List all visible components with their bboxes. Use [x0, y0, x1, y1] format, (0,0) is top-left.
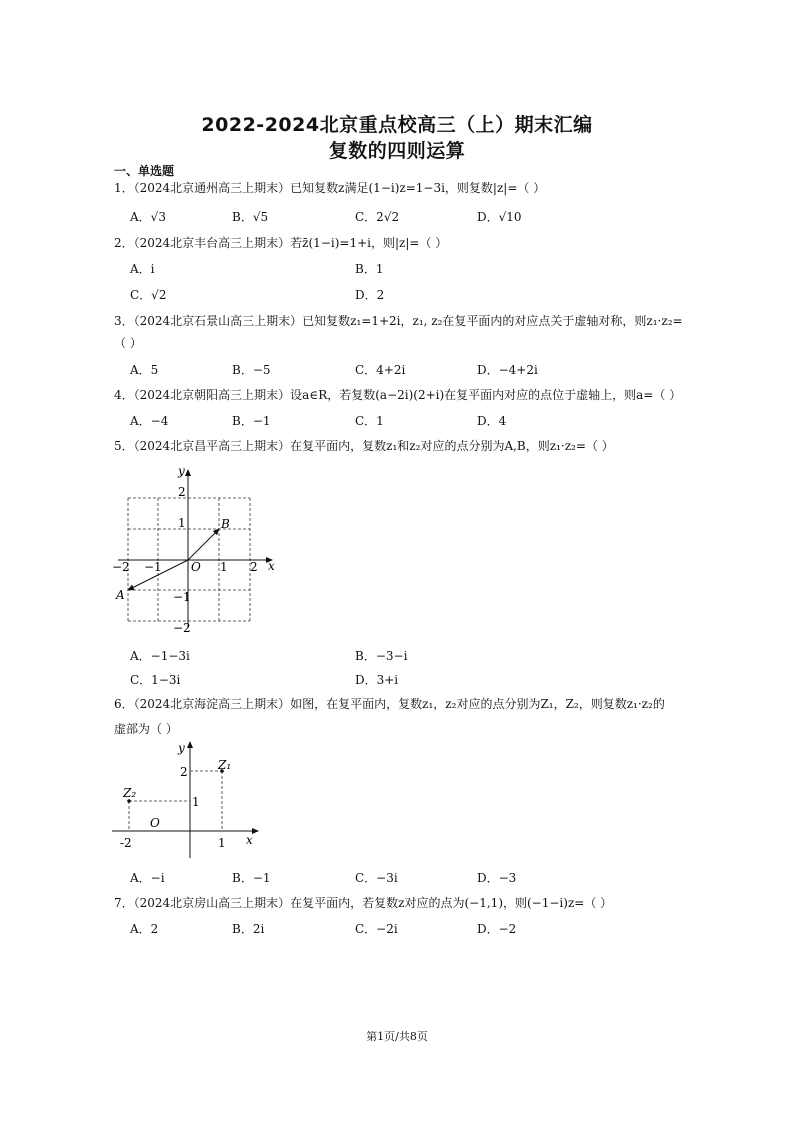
y-axis-label: y: [178, 741, 185, 755]
tick-y-neg2: −2: [173, 621, 191, 632]
question-2-option-c: C．√2: [130, 288, 167, 302]
question-3-stem-continued: （ ）: [114, 336, 142, 350]
tick-y-2: 2: [180, 765, 188, 779]
question-6-option-d: D．−3: [477, 871, 517, 885]
point-z1-label: Z₁: [218, 758, 232, 772]
origin-label: O: [150, 816, 160, 830]
question-2-option-a: A．i: [130, 262, 155, 276]
question-7-option-d: D．−2: [477, 922, 517, 936]
x-axis-label: x: [268, 559, 275, 573]
guide-lines: [129, 771, 222, 831]
y-axis-label: y: [178, 464, 185, 478]
question-1-option-b: B．√5: [232, 210, 269, 224]
origin-label: O: [191, 560, 201, 574]
tick-y-neg1: −1: [173, 590, 191, 604]
tick-y-1: 1: [178, 516, 186, 530]
question-1-stem: 1．（2024北京通州高三上期末）已知复数z满足(1−i)z=1−3i，则复数|z|=（ ）: [114, 181, 546, 195]
question-7-option-b: B．2i: [232, 922, 265, 936]
point-b-label: B: [221, 517, 230, 531]
point-z2-label: Z₂: [123, 786, 137, 800]
question-5-stem: 5．（2024北京昌平高三上期末）在复平面内，复数z₁和z₂对应的点分别为A,B，则z₁·z₂=（ ）: [114, 439, 614, 453]
question-3-option-c: C．4+2i: [355, 363, 406, 377]
question-1-option-a: A．√3: [130, 210, 166, 224]
question-6-stem-continued: 虚部为（ ）: [114, 722, 178, 736]
figure-complex-plane-z1z2: [112, 740, 262, 860]
document-subtitle: 复数的四则运算: [328, 140, 466, 162]
question-2-stem: 2．（2024北京丰台高三上期末）若z̄(1−i)=1+i，则|z|=（ ）: [114, 236, 448, 250]
question-4-option-a: A．−4: [130, 414, 169, 428]
tick-y-2: 2: [178, 485, 186, 499]
question-3-option-a: A．5: [130, 363, 159, 377]
question-4-option-b: B．−1: [232, 414, 271, 428]
question-6-stem: 6．（2024北京海淀高三上期末）如图，在复平面内，复数z₁，z₂对应的点分别为Z₁，Z₂，则复数z₁·z₂的: [114, 697, 665, 711]
question-7-option-c: C．−2i: [355, 922, 398, 936]
question-3-stem: 3．（2024北京石景山高三上期末）已知复数z₁=1+2i，z₁, z₂在复平面内的对应点关于虚轴对称，则z₁·z₂=: [114, 314, 683, 328]
question-1-option-c: C．2√2: [355, 210, 400, 224]
tick-x-neg2: −2: [112, 560, 130, 574]
question-6-option-b: B．−1: [232, 871, 271, 885]
question-4-stem: 4．（2024北京朝阳高三上期末）设a∈R，若复数(a−2i)(2+i)在复平面内对应的点位于虚轴上，则a=（ ）: [114, 388, 682, 402]
tick-x-neg2: -2: [120, 836, 132, 850]
question-5-option-d: D．3+i: [355, 673, 399, 687]
question-5-option-a: A．−1−3i: [130, 649, 190, 663]
vector-ob: [188, 529, 219, 560]
tick-x-2: 2: [250, 560, 258, 574]
page-footer: 第1页/共8页: [366, 1030, 428, 1043]
question-2-option-d: D．2: [355, 288, 385, 302]
question-3-option-d: D．−4+2i: [477, 363, 538, 377]
question-5-option-c: C．1−3i: [130, 673, 181, 687]
question-4-option-c: C．1: [355, 414, 384, 428]
point-a-label: A: [116, 588, 125, 602]
tick-x-1: 1: [218, 836, 226, 850]
tick-y-1: 1: [192, 795, 200, 809]
question-7-option-a: A．2: [130, 922, 159, 936]
tick-x-neg1: −1: [144, 560, 162, 574]
x-axis-label: x: [246, 833, 253, 847]
tick-x-1: 1: [220, 560, 228, 574]
question-3-option-b: B．−5: [232, 363, 271, 377]
question-4-option-d: D．4: [477, 414, 507, 428]
question-6-option-a: A．−i: [130, 871, 165, 885]
figure-complex-plane-ab: [108, 460, 288, 632]
question-5-option-b: B．−3−i: [355, 649, 408, 663]
section-heading: 一、单选题: [114, 164, 175, 178]
question-6-option-c: C．−3i: [355, 871, 398, 885]
question-7-stem: 7．（2024北京房山高三上期末）在复平面内，若复数z对应的点为(−1,1)，则(−1−i)z=（ ）: [114, 896, 613, 910]
document-title: 2022-2024北京重点校高三（上）期末汇编: [201, 114, 593, 136]
question-1-option-d: D．√10: [477, 210, 522, 224]
question-2-option-b: B．1: [355, 262, 384, 276]
